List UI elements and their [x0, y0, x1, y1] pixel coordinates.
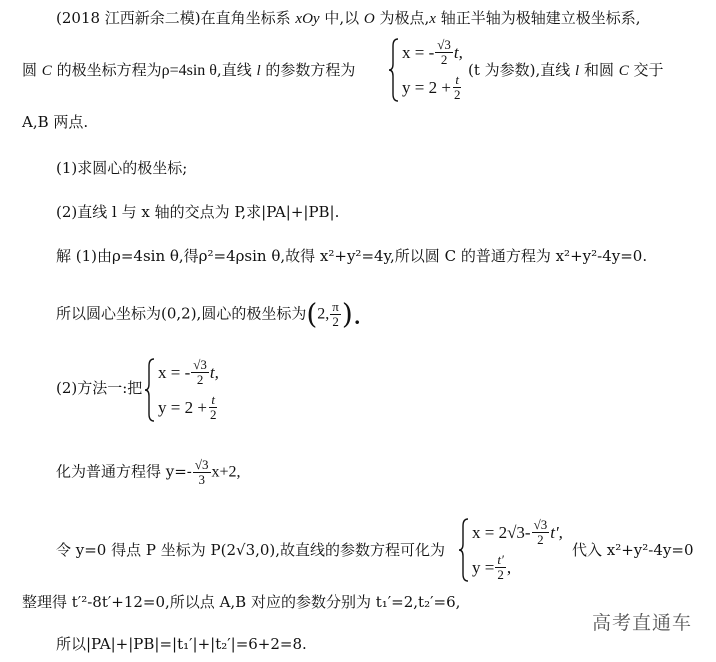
fraction: [435, 38, 453, 67]
denominator: 2: [440, 52, 448, 67]
numerator: √3: [533, 517, 548, 532]
solution-step-7: 所以|PA|+|PB|=|t₁′|+|t₂′|=6+2=8.: [56, 635, 307, 653]
math-var: C: [41, 63, 52, 79]
numerator: t: [455, 72, 459, 87]
text: 的参数方程为: [260, 61, 356, 79]
solution-step-6: 整理得 t′²-8t′+12=0,所以点 A,B 对应的参数分别为 t₁′=2,t₂′=6,: [22, 593, 461, 611]
denominator: 2: [332, 314, 339, 329]
left-brace-icon: [144, 358, 156, 422]
fraction: [208, 393, 219, 422]
text: 交于: [628, 61, 664, 79]
system-row: [402, 73, 463, 102]
text: y = 2 +: [402, 77, 451, 97]
fraction: [452, 73, 463, 102]
math-var: xOy: [295, 11, 320, 27]
solution-step-3-label: (2)方法一:把: [56, 379, 143, 397]
numerator: t′: [497, 552, 504, 567]
question-1: (1)求圆心的极坐标;: [56, 159, 188, 177]
denominator: 3: [198, 472, 205, 487]
denominator: 2: [537, 532, 544, 547]
solution-step-1: 解 (1)由ρ=4sin θ,得ρ²=4ρsin θ,故得 x²+y²=4y,所以圆 C 的普通方程为 x²+y²-4y=0.: [56, 247, 648, 265]
text: 所以圆心坐标为(0,2),圆心的极坐标为: [56, 304, 307, 323]
problem-line-2: [22, 60, 355, 81]
text: y = 2 +: [158, 397, 207, 417]
text: t′,: [550, 522, 563, 542]
watermark-text: 高考直通车: [591, 612, 692, 634]
numerator: π: [332, 299, 339, 314]
text: 轴正半轴为极轴建立极坐标系,: [435, 9, 641, 27]
denominator: 2: [453, 87, 461, 102]
math-var: C: [618, 63, 629, 79]
denominator: 2: [497, 567, 504, 582]
fraction: [191, 358, 209, 387]
paren: (: [306, 297, 318, 331]
solution-step-5-tail: 代入 x²+y²-4y=0: [572, 541, 694, 559]
denominator: 2: [196, 372, 204, 387]
problem-line-1: [56, 8, 641, 29]
left-brace-icon: [458, 518, 470, 582]
system-row: [158, 358, 219, 387]
parametric-system-2: [144, 358, 219, 422]
solution-step-2: [56, 297, 362, 331]
text: 2,: [317, 305, 330, 323]
paren: ).: [341, 297, 362, 331]
fraction: [532, 518, 550, 547]
solution-step-5: 令 y=0 得点 P 坐标为 P(2√3,0),故直线的参数方程可化为: [56, 541, 446, 559]
problem-line-3: A,B 两点.: [22, 113, 89, 131]
text: (t 为参数),直线: [468, 61, 576, 79]
text: 中,以: [319, 9, 364, 27]
text: t,: [453, 42, 463, 62]
text: 和圆: [579, 61, 619, 79]
text: 的极坐标方程为: [51, 61, 162, 79]
parametric-system-3: [458, 518, 563, 582]
text: x = -: [402, 42, 435, 62]
text: t,: [209, 362, 219, 382]
text: x = -: [158, 362, 191, 382]
left-brace-icon: [388, 38, 400, 102]
text: (2018 江西新余二模)在直角坐标系: [56, 9, 296, 27]
text: y =: [472, 557, 495, 577]
text: 圆: [22, 61, 42, 79]
system-row: [472, 553, 563, 582]
system-row: [158, 393, 219, 422]
question-2: (2)直线 l 与 x 轴的交点为 P,求|PA|+|PB|.: [56, 203, 340, 221]
numerator: √3: [194, 457, 209, 472]
text: ,: [506, 557, 512, 577]
parametric-system-1: [388, 38, 463, 102]
numerator: √3: [193, 357, 207, 372]
math-var: O: [363, 11, 375, 27]
math-var: x: [429, 11, 436, 27]
numerator: t: [211, 392, 215, 407]
fraction: [193, 458, 211, 487]
text: 为极点,: [374, 9, 430, 27]
fraction: [330, 300, 341, 329]
text: ,直线: [216, 61, 257, 79]
problem-line-2-tail: [468, 60, 664, 81]
polar-equation: ρ=4sin θ: [161, 62, 217, 79]
text: x = 2√3-: [472, 522, 531, 542]
solution-step-4: [56, 458, 241, 487]
fraction: [495, 553, 506, 582]
denominator: 2: [209, 407, 217, 422]
math-var: l: [256, 63, 261, 79]
system-row: [472, 518, 563, 547]
numerator: √3: [437, 37, 451, 52]
text: x+2,: [211, 463, 241, 481]
text: 化为普通方程得 y=-: [56, 462, 192, 481]
system-row: [402, 38, 463, 67]
math-var: l: [575, 63, 580, 79]
